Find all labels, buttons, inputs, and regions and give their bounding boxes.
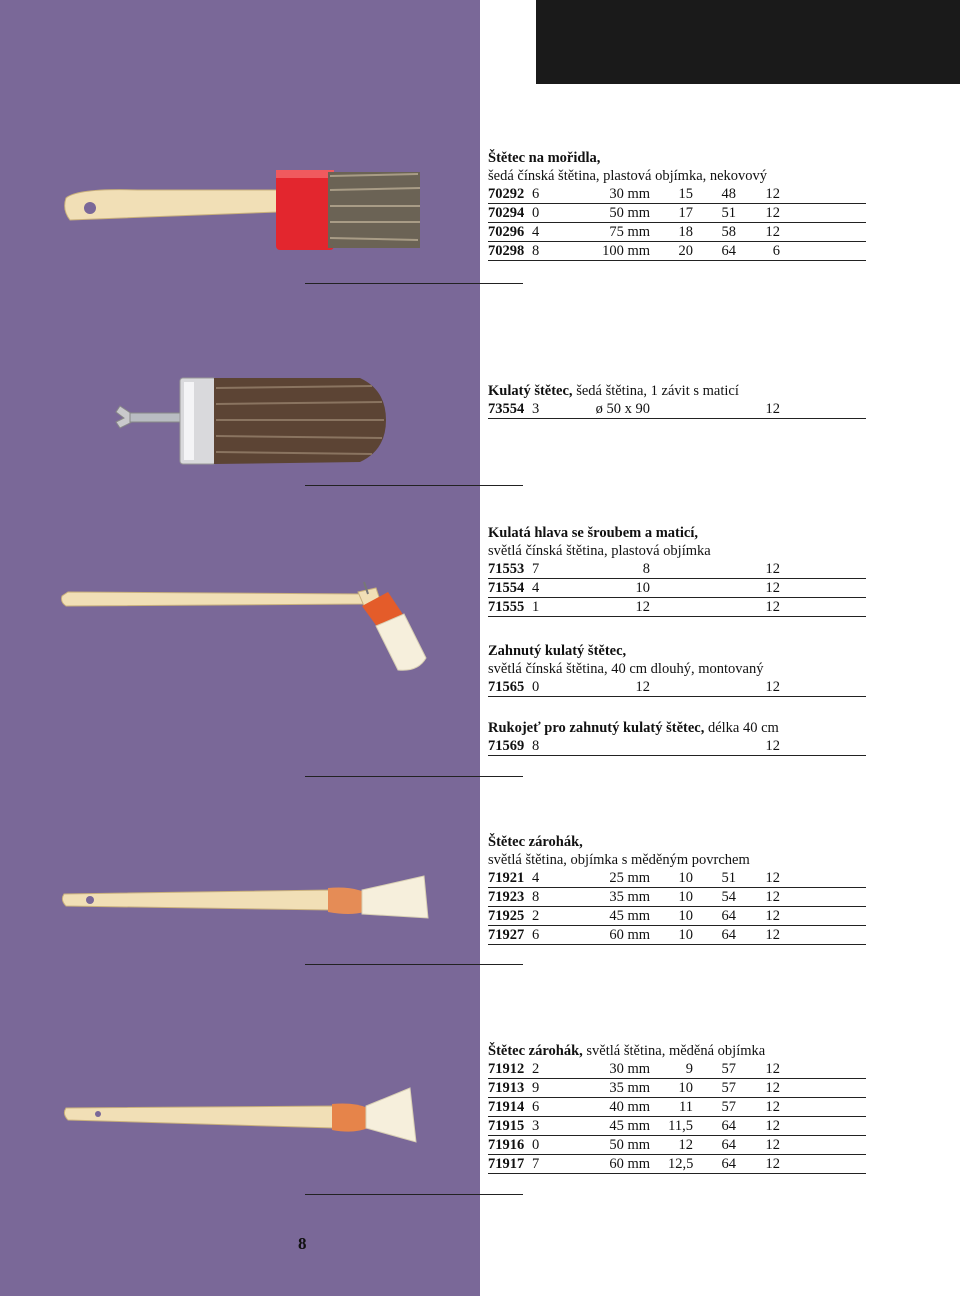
table-row: 71915 3 45 mm 11,5 64 12 [488,1117,866,1136]
product-section [488,1042,866,1174]
section-title: Štětec zárohák, [488,834,583,850]
table-row: 71912 2 30 mm 9 57 12 [488,1060,866,1079]
product-section [488,382,866,419]
table-row: 70298 8 100 mm 20 64 6 [488,242,866,261]
product-section [488,833,866,945]
angle-brush-image-1 [58,870,438,930]
stain-brush-image [58,160,428,260]
section-title: Štětec zárohák, světlá štětina, měděná objímka [488,1043,766,1059]
table-row: 73554 3 ø 50 x 90 12 [488,400,866,419]
table-row: 71921 4 25 mm 10 51 12 [488,869,866,888]
page-number: 8 [298,1234,307,1253]
section-separator [305,964,523,965]
table-row: 71923 8 35 mm 10 54 12 [488,888,866,907]
table-row: 71913 9 35 mm 10 57 12 [488,1079,866,1098]
section-subtitle: šedá čínská štětina, plastová objímka, nekovový [488,168,768,184]
product-section [488,642,866,697]
angle-brush-image-2 [58,1080,438,1150]
section-title: Zahnutý kulatý štětec, [488,643,627,659]
bent-brush-image [58,580,438,680]
table-row: 71553 7 8 12 [488,560,866,579]
product-section [488,149,866,261]
section-title: Štětec na mořidla, [488,150,601,166]
table-row: 71927 6 60 mm 10 64 12 [488,926,866,945]
section-title: Kulatý štětec, šedá štětina, 1 závit s maticí [488,383,739,399]
table-row: 71925 2 45 mm 10 64 12 [488,907,866,926]
section-separator [305,485,523,486]
section-separator [305,1194,523,1195]
header-black-block [536,0,960,84]
section-separator [305,776,523,777]
table-row: 71565 0 12 12 [488,678,866,697]
round-brush-image [110,370,390,470]
product-section [488,719,866,756]
section-title: Rukojeť pro zahnutý kulatý štětec, délka 40 cm [488,720,779,736]
section-subtitle: světlá čínská štětina, 40 cm dlouhý, montovaný [488,661,764,677]
table-row: 71917 7 60 mm 12,5 64 12 [488,1155,866,1174]
section-subtitle: světlá štětina, objímka s měděným povrchem [488,852,750,868]
section-subtitle: světlá čínská štětina, plastová objímka [488,543,711,559]
table-row: 71916 0 50 mm 12 64 12 [488,1136,866,1155]
table-row: 70296 4 75 mm 18 58 12 [488,223,866,242]
product-section [488,524,866,617]
table-row: 71569 8 12 [488,737,866,756]
table-row: 71914 6 40 mm 11 57 12 [488,1098,866,1117]
table-row: 71554 4 10 12 [488,579,866,598]
section-title: Kulatá hlava se šroubem a maticí, [488,525,698,541]
table-row: 71555 1 12 12 [488,598,866,617]
table-row: 70292 6 30 mm 15 48 12 [488,185,866,204]
section-separator [305,283,523,284]
table-row: 70294 0 50 mm 17 51 12 [488,204,866,223]
